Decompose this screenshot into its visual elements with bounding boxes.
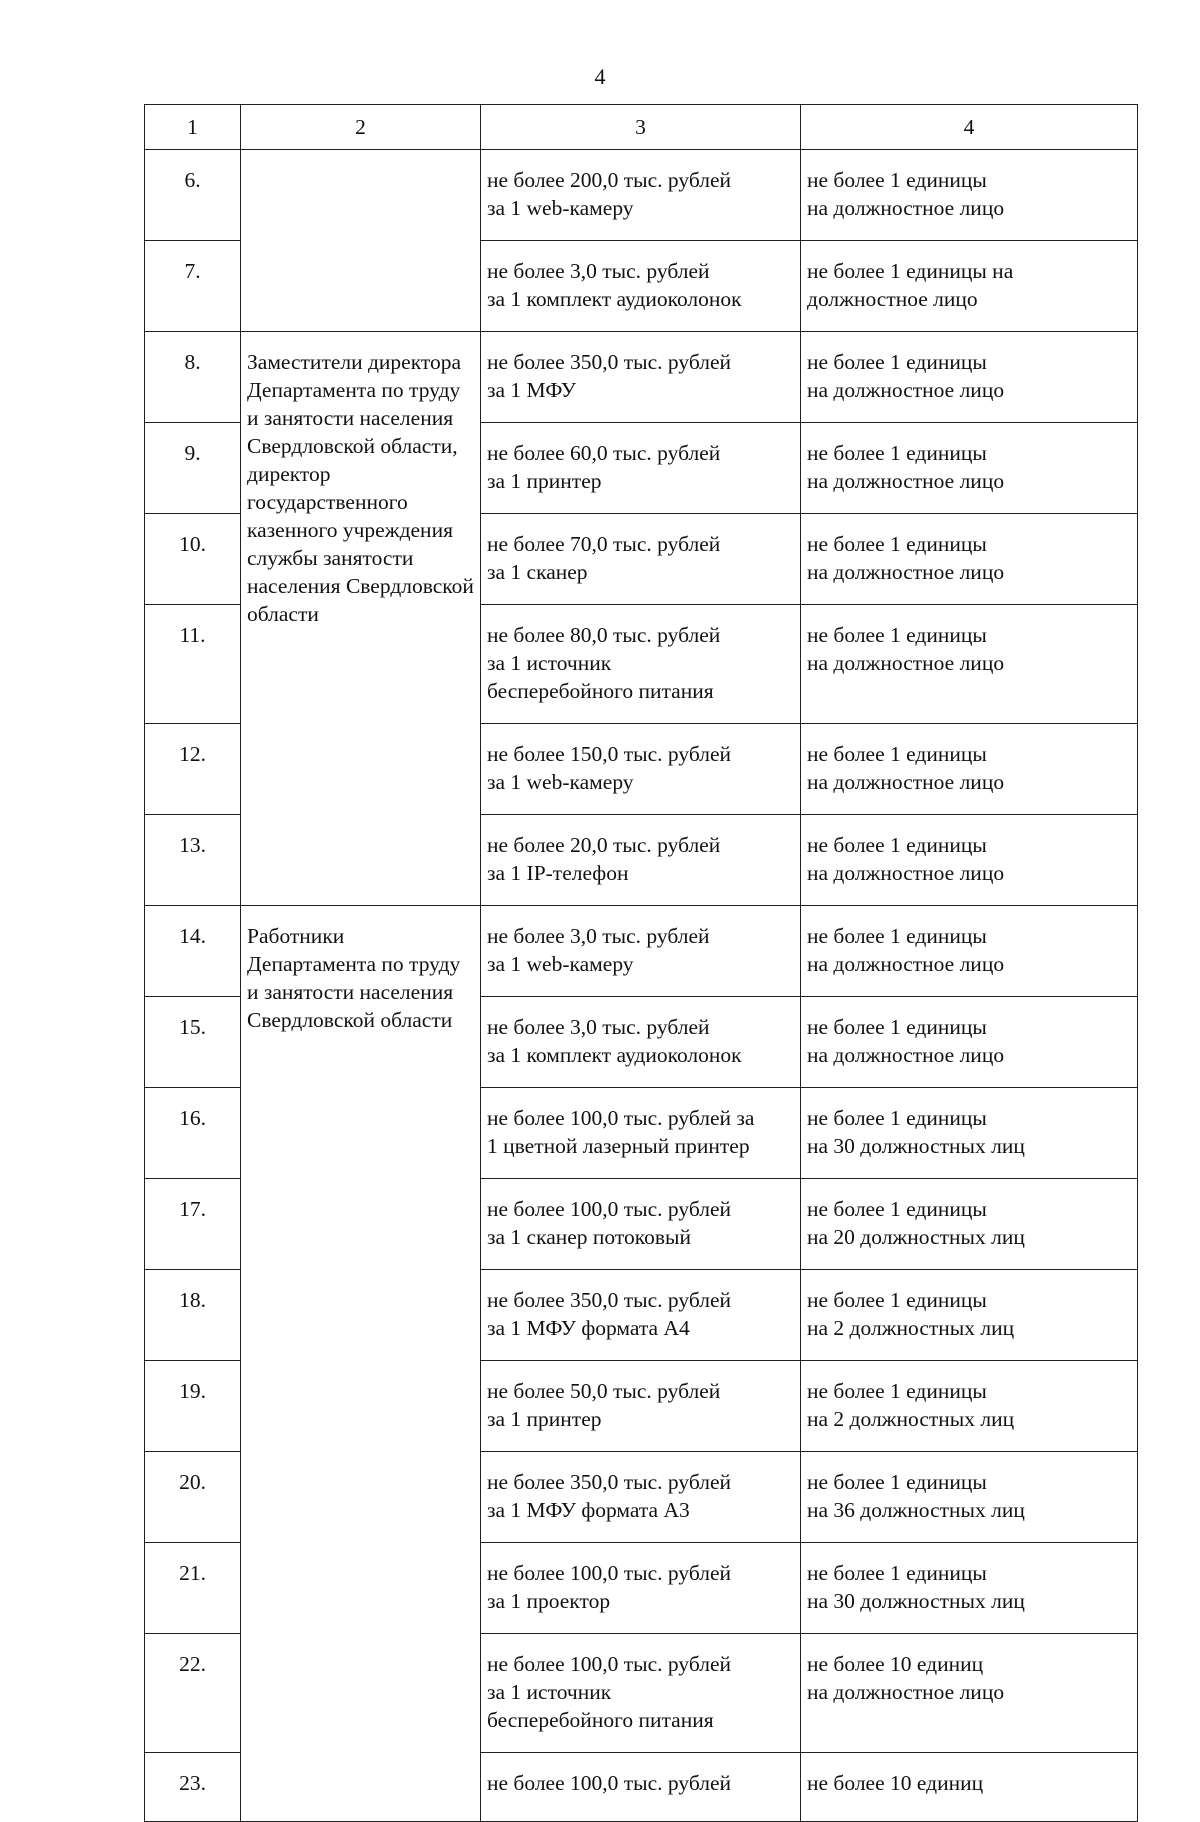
price-limit-line: за 1 IP-телефон [487,861,629,885]
quantity-limit-cell [801,423,1138,514]
price-limit-line: не более 70,0 тыс. рублей [487,532,721,556]
price-limit-line: бесперебойного питания [487,679,714,703]
quantity-limit-line: на должностное лицо [807,469,1005,493]
price-limit-cell [481,1361,801,1452]
price-limit-line: за 1 источник [487,1680,612,1704]
row-number: 18. [145,1270,241,1361]
quantity-limit-line: не более 1 единицы [807,1288,987,1312]
quantity-limit-line: не более 10 единиц [807,1771,984,1795]
price-limit-cell [481,605,801,724]
row-number: 10. [145,514,241,605]
limits-table [144,104,1138,1822]
quantity-limit-cell [801,1634,1138,1753]
quantity-limit-cell [801,1452,1138,1543]
quantity-limit-line: на 30 должностных лиц [807,1134,1025,1158]
price-limit-line: за 1 комплект аудиоколонок [487,1043,742,1067]
quantity-limit-line: на должностное лицо [807,861,1005,885]
row-number: 17. [145,1179,241,1270]
quantity-limit-line: не более 1 единицы [807,350,987,374]
price-limit-line: не более 20,0 тыс. рублей [487,833,721,857]
quantity-limit-line: не более 1 единицы на [807,259,1014,283]
row-number: 15. [145,997,241,1088]
row-number: 13. [145,815,241,906]
quantity-limit-cell [801,1179,1138,1270]
price-limit-cell [481,150,801,241]
price-limit-line: не более 3,0 тыс. рублей [487,259,710,283]
quantity-limit-line: не более 1 единицы [807,742,987,766]
price-limit-line: за 1 сканер [487,560,588,584]
price-limit-line: не более 100,0 тыс. рублей [487,1561,732,1585]
quantity-limit-line: не более 1 единицы [807,1106,987,1130]
quantity-limit-line: не более 1 единицы [807,168,987,192]
quantity-limit-cell [801,724,1138,815]
price-limit-cell [481,815,801,906]
price-limit-line: не более 3,0 тыс. рублей [487,1015,710,1039]
price-limit-line: не более 100,0 тыс. рублей [487,1197,732,1221]
quantity-limit-line: на 2 должностных лиц [807,1407,1015,1431]
header-cell-1: 1 [145,105,241,150]
price-limit-line: за 1 комплект аудиоколонок [487,287,742,311]
price-limit-cell [481,332,801,423]
quantity-limit-line: на должностное лицо [807,1680,1005,1704]
price-limit-cell [481,514,801,605]
price-limit-line: за 1 принтер [487,469,602,493]
price-limit-line: не более 350,0 тыс. рублей [487,350,732,374]
quantity-limit-cell [801,906,1138,997]
quantity-limit-line: на должностное лицо [807,560,1005,584]
quantity-limit-line: не более 1 единицы [807,1015,987,1039]
quantity-limit-cell [801,605,1138,724]
quantity-limit-line: на должностное лицо [807,1043,1005,1067]
price-limit-cell [481,1753,801,1822]
price-limit-cell [481,1452,801,1543]
quantity-limit-cell [801,1753,1138,1822]
quantity-limit-line: на должностное лицо [807,196,1005,220]
quantity-limit-line: не более 1 единицы [807,1379,987,1403]
price-limit-cell [481,423,801,514]
category-cell: Заместители директора Департамента по труду и занятости населения Свердловской области, директор государственного казенного учреждения службы занятости населения Свердловской области [241,332,481,906]
price-limit-line: 1 цветной лазерный принтер [487,1134,750,1158]
quantity-limit-line: не более 1 единицы [807,833,987,857]
price-limit-cell [481,1634,801,1753]
quantity-limit-cell [801,1088,1138,1179]
price-limit-line: за 1 web-камеру [487,196,634,220]
quantity-limit-cell [801,1543,1138,1634]
quantity-limit-line: не более 1 единицы [807,1470,987,1494]
price-limit-line: не более 150,0 тыс. рублей [487,742,732,766]
quantity-limit-line: не более 1 единицы [807,924,987,948]
price-limit-line: бесперебойного питания [487,1708,714,1732]
price-limit-line: за 1 web-камеру [487,952,634,976]
quantity-limit-line: на 36 должностных лиц [807,1498,1025,1522]
table-row [145,150,1138,241]
price-limit-line: за 1 принтер [487,1407,602,1431]
header-cell-4: 4 [801,105,1138,150]
row-number: 7. [145,241,241,332]
price-limit-cell [481,997,801,1088]
table-header-row [145,105,1138,150]
price-limit-line: за 1 сканер потоковый [487,1225,691,1249]
row-number: 8. [145,332,241,423]
price-limit-cell [481,1088,801,1179]
quantity-limit-cell [801,241,1138,332]
row-number: 14. [145,906,241,997]
row-number: 11. [145,605,241,724]
quantity-limit-cell [801,514,1138,605]
price-limit-cell [481,906,801,997]
row-number: 9. [145,423,241,514]
quantity-limit-line: не более 1 единицы [807,441,987,465]
price-limit-cell [481,724,801,815]
quantity-limit-line: не более 10 единиц [807,1652,984,1676]
row-number: 20. [145,1452,241,1543]
quantity-limit-cell [801,332,1138,423]
row-number: 23. [145,1753,241,1822]
quantity-limit-line: не более 1 единицы [807,1197,987,1221]
quantity-limit-line: на 30 должностных лиц [807,1589,1025,1613]
quantity-limit-cell [801,1270,1138,1361]
quantity-limit-line: должностное лицо [807,287,978,311]
quantity-limit-line: на должностное лицо [807,770,1005,794]
row-number: 19. [145,1361,241,1452]
price-limit-line: за 1 МФУ [487,378,576,402]
price-limit-line: не более 3,0 тыс. рублей [487,924,710,948]
row-number: 12. [145,724,241,815]
quantity-limit-line: на должностное лицо [807,952,1005,976]
price-limit-line: не более 100,0 тыс. рублей за [487,1106,755,1130]
quantity-limit-line: на должностное лицо [807,378,1005,402]
price-limit-line: не более 50,0 тыс. рублей [487,1379,721,1403]
row-number: 21. [145,1543,241,1634]
price-limit-line: за 1 проектор [487,1589,611,1613]
quantity-limit-line: на должностное лицо [807,651,1005,675]
table-row [145,332,1138,423]
price-limit-line: за 1 web-камеру [487,770,634,794]
header-cell-2: 2 [241,105,481,150]
row-number: 6. [145,150,241,241]
price-limit-cell [481,1543,801,1634]
table-row [145,906,1138,997]
category-cell [241,150,481,332]
quantity-limit-cell [801,815,1138,906]
price-limit-line: не более 100,0 тыс. рублей [487,1771,732,1795]
header-cell-3: 3 [481,105,801,150]
quantity-limit-line: не более 1 единицы [807,532,987,556]
price-limit-line: за 1 источник [487,651,612,675]
price-limit-line: не более 80,0 тыс. рублей [487,623,721,647]
price-limit-line: не более 200,0 тыс. рублей [487,168,732,192]
quantity-limit-line: на 20 должностных лиц [807,1225,1025,1249]
price-limit-line: не более 350,0 тыс. рублей [487,1470,732,1494]
price-limit-line: не более 350,0 тыс. рублей [487,1288,732,1312]
quantity-limit-line: не более 1 единицы [807,1561,987,1585]
price-limit-line: за 1 МФУ формата А3 [487,1498,690,1522]
category-cell: Работники Департамента по труду и занятости населения Свердловской области [241,906,481,1822]
price-limit-cell [481,1270,801,1361]
quantity-limit-line: на 2 должностных лиц [807,1316,1015,1340]
quantity-limit-cell [801,150,1138,241]
quantity-limit-line: не более 1 единицы [807,623,987,647]
price-limit-line: не более 100,0 тыс. рублей [487,1652,732,1676]
price-limit-line: не более 60,0 тыс. рублей [487,441,721,465]
quantity-limit-cell [801,997,1138,1088]
page-number: 4 [594,64,606,89]
price-limit-cell [481,241,801,332]
row-number: 22. [145,1634,241,1753]
row-number: 16. [145,1088,241,1179]
price-limit-cell [481,1179,801,1270]
quantity-limit-cell [801,1361,1138,1452]
price-limit-line: за 1 МФУ формата А4 [487,1316,690,1340]
